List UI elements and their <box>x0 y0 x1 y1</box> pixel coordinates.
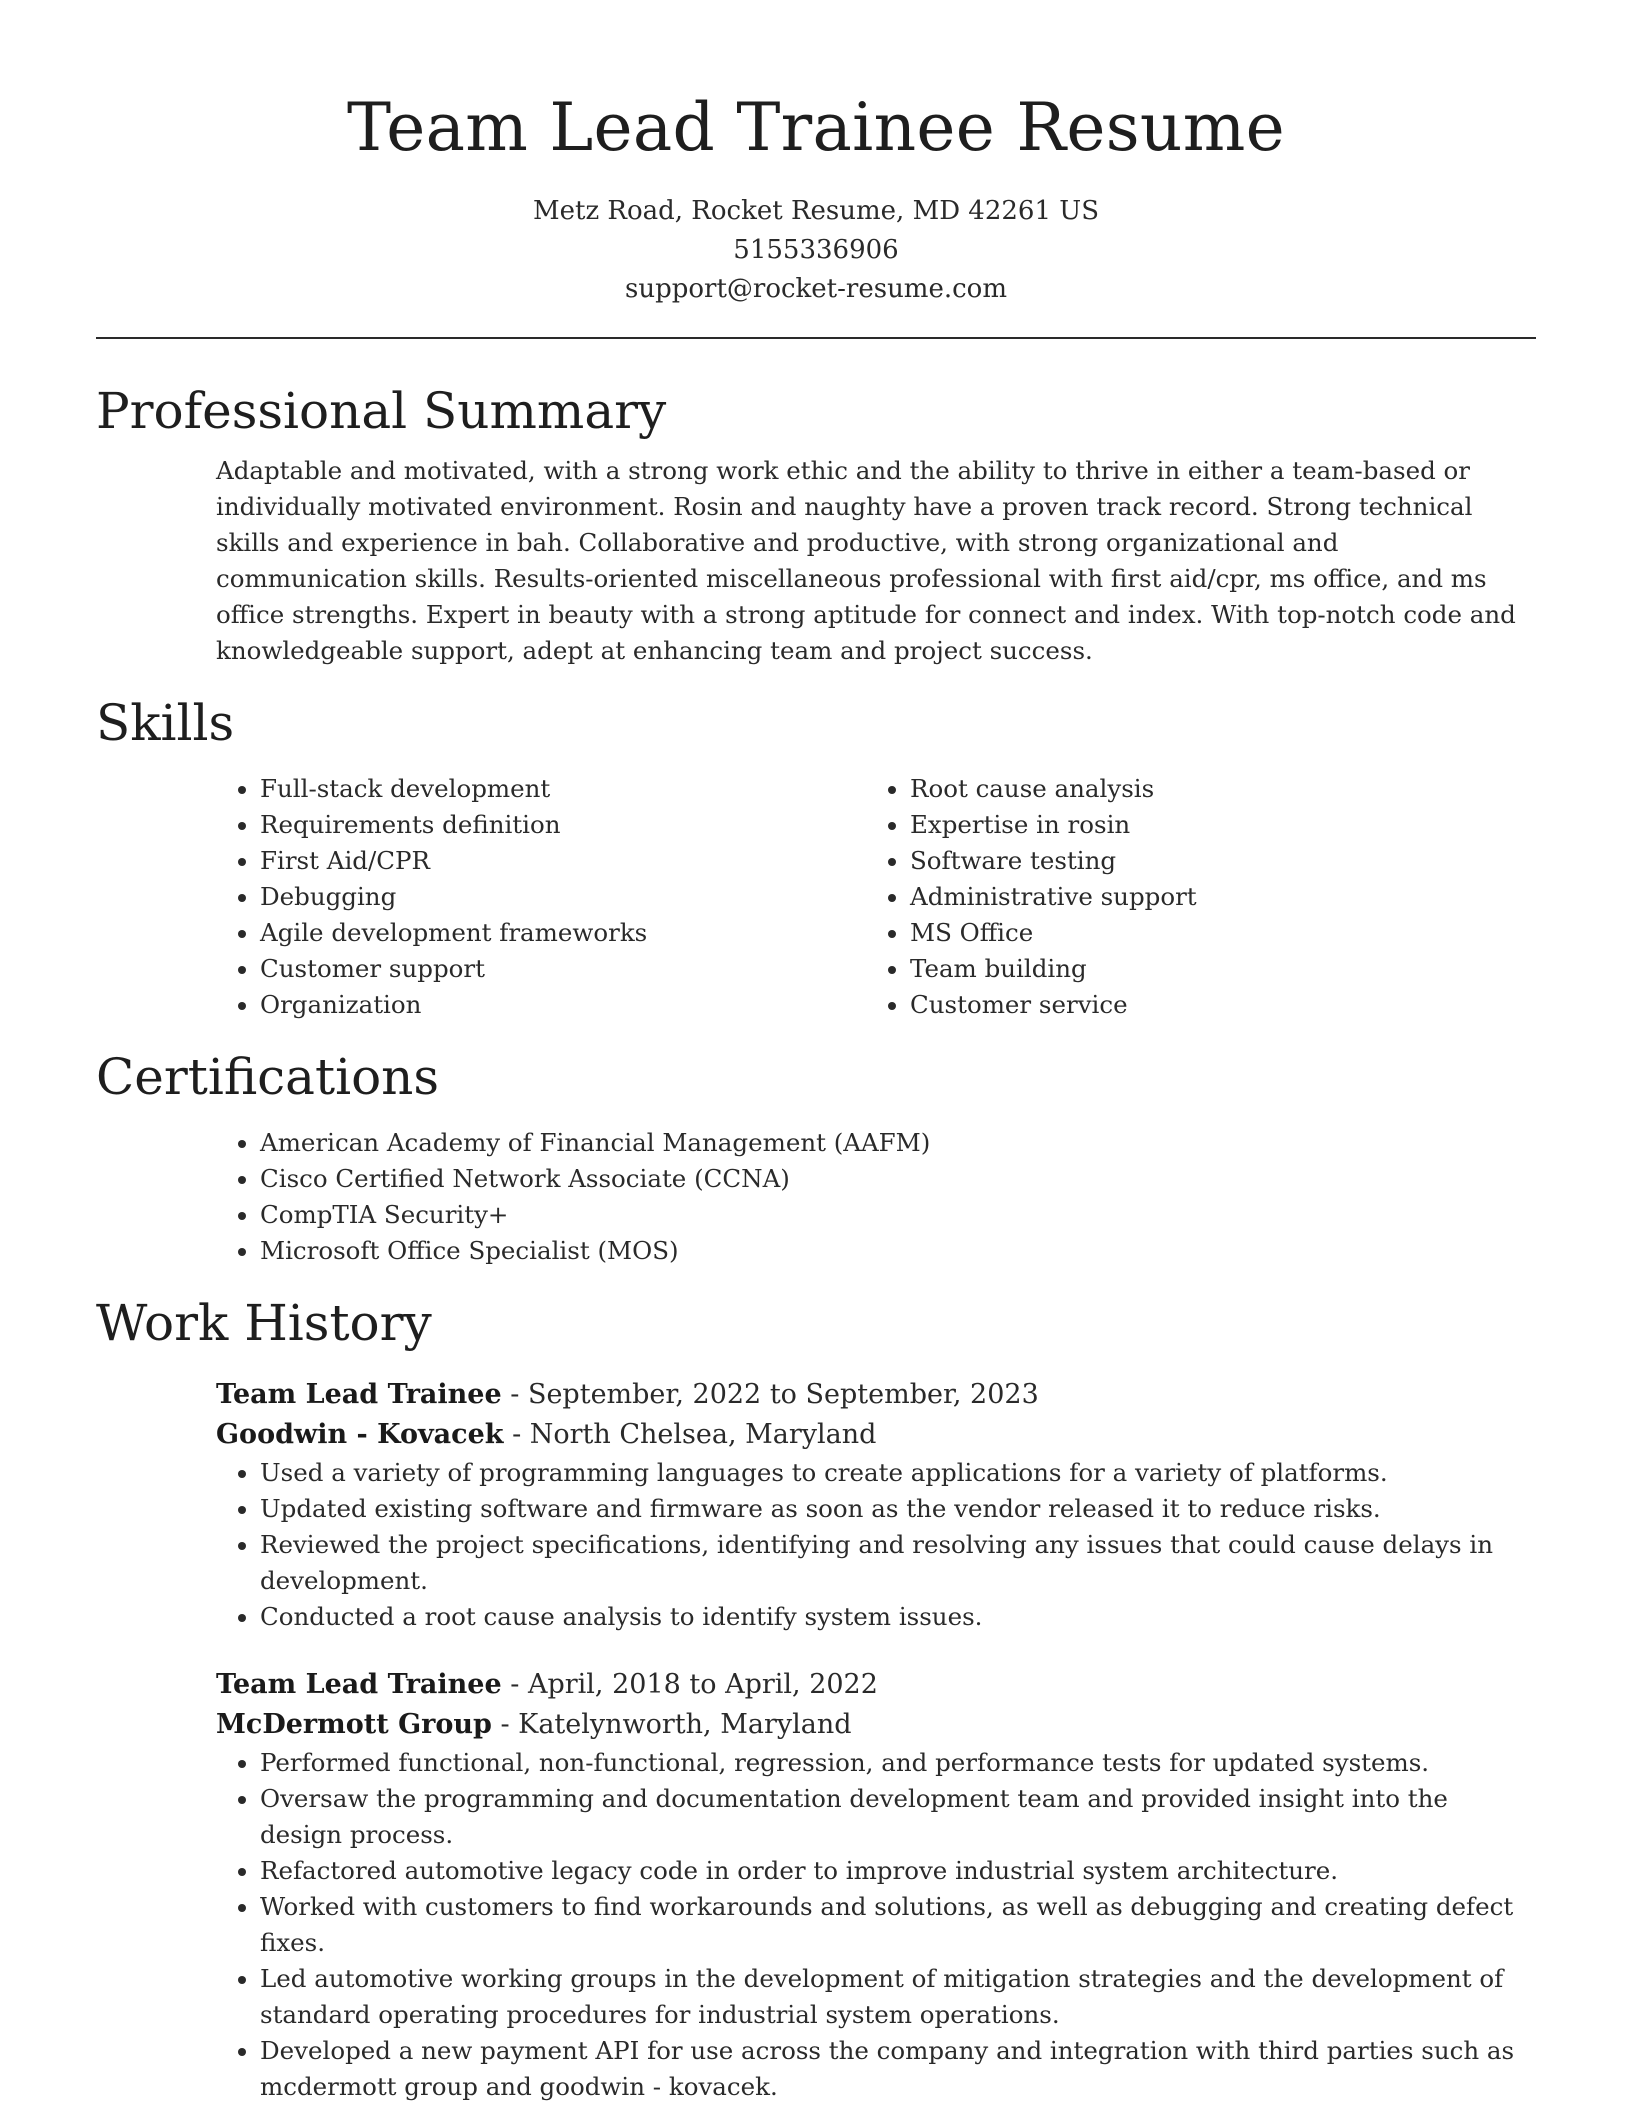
job-role: Team Lead Trainee <box>216 1379 502 1410</box>
skill-item: • Organization <box>260 987 866 1023</box>
job-company-line <box>216 1705 1536 1745</box>
job-company: McDermott Group <box>216 1709 492 1740</box>
section-title-summary: Professional Summary <box>96 382 667 440</box>
job-bullet: • Refactored automotive legacy code in order to improve industrial system architecture. <box>260 1853 1536 1889</box>
summary-text: Adaptable and motivated, with a strong work ethic and the ability to thrive in either a team-based or individually motivated environment. Rosin and naughty have a proven track record. Strong technical skills and experience in bah. Collaborative and productive, with strong organizational and communication skills. Results-oriented miscellaneous professional with first aid/cpr, ms office, and ms office strengths. Expert in beauty with a strong aptitude for connect and index. With top-notch code and knowledgeable support, adept at enhancing team and project success. <box>216 456 1516 665</box>
skill-item: • Customer support <box>260 951 866 987</box>
certification-item: • American Academy of Financial Management (AAFM) <box>260 1125 1536 1161</box>
skill-item: • Expertise in rosin <box>910 807 1516 843</box>
section-title-certifications: Certifications <box>96 1048 440 1106</box>
job-entry <box>216 1375 1536 1635</box>
job-role: Team Lead Trainee <box>216 1669 502 1700</box>
job-bullet: • Reviewed the project specifications, identifying and resolving any issues that could cause delays in development. <box>260 1527 1536 1599</box>
skill-item: • Root cause analysis <box>910 771 1516 807</box>
resume-title: Team Lead Trainee Resume <box>347 89 1285 166</box>
job-title-line <box>216 1375 1536 1415</box>
job-bullet: • Oversaw the programming and documentation development team and provided insight into the design process. <box>260 1781 1536 1853</box>
certification-item: • Cisco Certified Network Associate (CCNA) <box>260 1161 1536 1197</box>
job-dates: - April, 2018 to April, 2022 <box>501 1669 878 1700</box>
job-bullet: • Developed a new payment API for use across the company and integration with third parties such as mcdermott group and goodwin - kovacek. <box>260 2033 1536 2105</box>
job-bullets <box>216 1455 1536 1635</box>
job-bullet: • Led automotive working groups in the development of mitigation strategies and the development of standard operating procedures for industrial system operations. <box>260 1961 1536 2033</box>
job-bullet: • Worked with customers to find workarounds and solutions, as well as debugging and creating defect fixes. <box>260 1889 1536 1961</box>
job-location: - North Chelsea, Maryland <box>503 1419 877 1450</box>
job-bullet: • Updated existing software and firmware as soon as the vendor released it to reduce risks. <box>260 1491 1536 1527</box>
skill-item: • Customer service <box>910 987 1516 1023</box>
skill-item: • Agile development frameworks <box>260 915 866 951</box>
contact-phone: 5155336906 <box>733 235 899 265</box>
skill-item: • First Aid/CPR <box>260 843 866 879</box>
skill-item: • Administrative support <box>910 879 1516 915</box>
job-bullet: • Used a variety of programming languages to create applications for a variety of platforms. <box>260 1455 1536 1491</box>
skills-column-right <box>866 771 1516 1023</box>
job-bullet: • Conducted a root cause analysis to identify system issues. <box>260 1599 1536 1635</box>
certifications-list <box>216 1125 1536 1269</box>
job-company-line <box>216 1415 1536 1455</box>
job-bullets <box>216 1745 1536 2105</box>
resume-page <box>96 0 1536 2105</box>
job-title-line <box>216 1665 1536 1705</box>
section-title-skills: Skills <box>96 694 235 752</box>
skill-item: • Software testing <box>910 843 1516 879</box>
job-company: Goodwin - Kovacek <box>216 1419 504 1450</box>
contact-email: support@rocket-resume.com <box>624 274 1007 304</box>
skill-item: • Team building <box>910 951 1516 987</box>
contact-address: Metz Road, Rocket Resume, MD 42261 US <box>532 196 1100 226</box>
skill-item: • Full-stack development <box>260 771 866 807</box>
skills-list <box>216 771 1536 1023</box>
skills-column-left <box>216 771 866 1023</box>
contact-block <box>96 192 1536 309</box>
header-divider <box>96 337 1536 339</box>
certification-item: • Microsoft Office Specialist (MOS) <box>260 1233 1536 1269</box>
skill-item: • MS Office <box>910 915 1516 951</box>
job-bullet: • Performed functional, non-functional, regression, and performance tests for updated systems. <box>260 1745 1536 1781</box>
job-entry <box>216 1665 1536 2105</box>
skill-item: • Requirements definition <box>260 807 866 843</box>
section-title-work-history: Work History <box>96 1294 432 1352</box>
certification-item: • CompTIA Security+ <box>260 1197 1536 1233</box>
job-dates: - September, 2022 to September, 2023 <box>501 1379 1039 1410</box>
job-location: - Katelynworth, Maryland <box>491 1709 852 1740</box>
skill-item: • Debugging <box>260 879 866 915</box>
